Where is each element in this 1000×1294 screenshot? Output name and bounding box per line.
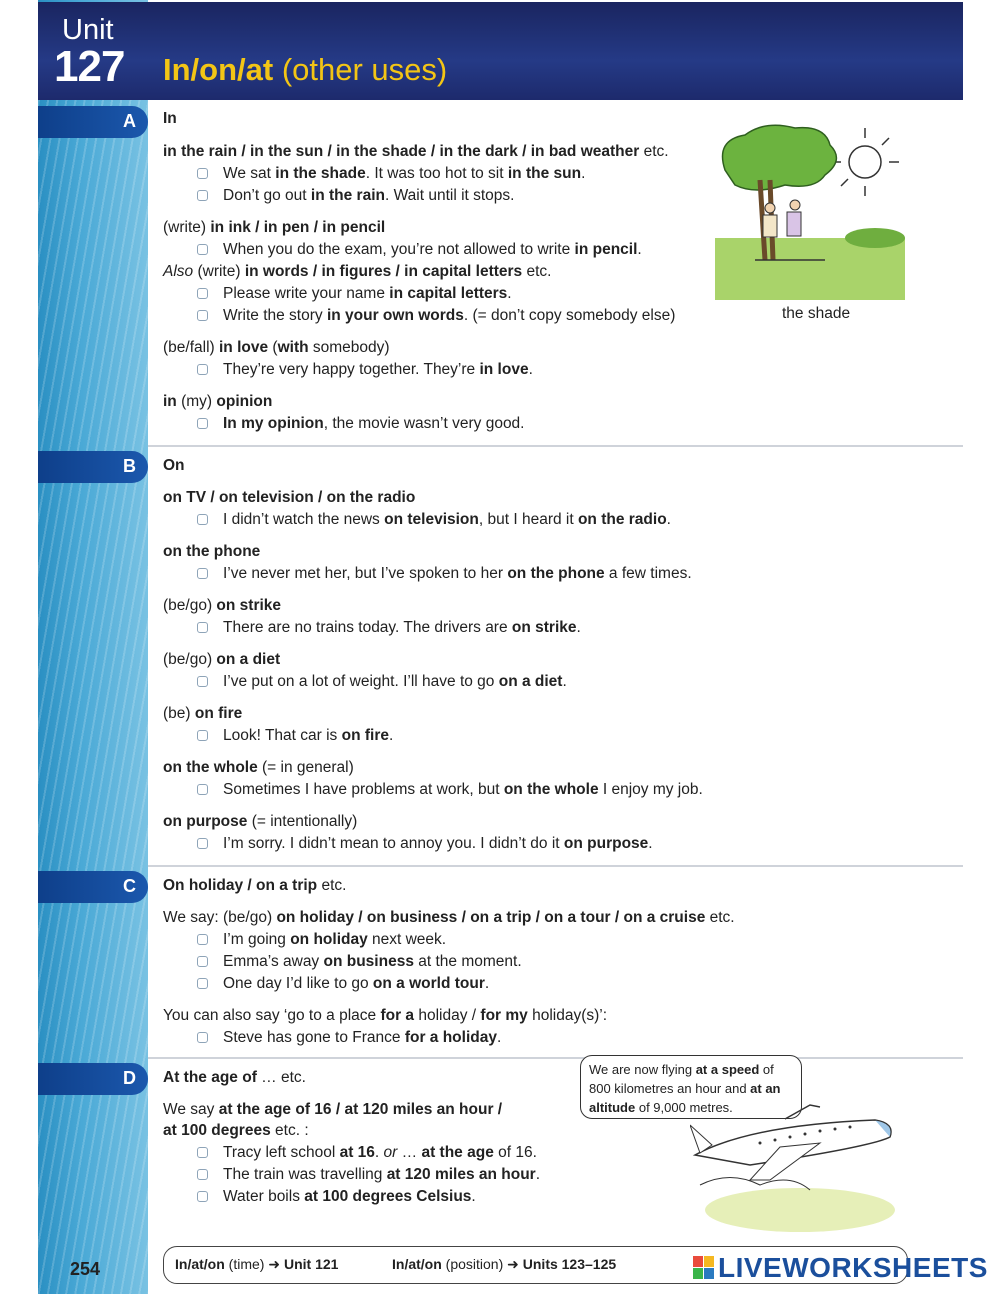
margin-texture <box>38 100 148 1294</box>
checkbox[interactable] <box>197 784 208 795</box>
rule-line: (be/fall) in love (with somebody) <box>163 339 390 356</box>
airplane-illustration <box>690 1085 910 1235</box>
checkbox[interactable] <box>197 838 208 849</box>
example-item: They’re very happy together. They’re in love. <box>197 361 533 379</box>
example-item: Steve has gone to France for a holiday. <box>197 1029 501 1047</box>
rule-line: in (my) opinion <box>163 393 273 410</box>
checkbox[interactable] <box>197 1191 208 1202</box>
rule-line: Also (write) in words / in figures / in capital letters etc. <box>163 263 552 280</box>
example-item: Water boils at 100 degrees Celsius. <box>197 1188 476 1206</box>
checkbox[interactable] <box>197 190 208 201</box>
checkbox[interactable] <box>197 1032 208 1043</box>
section-d-title: At the age of … etc. <box>163 1069 306 1086</box>
example-item: I’ve never met her, but I’ve spoken to her on the phone a few times. <box>197 565 692 583</box>
example-item: Write the story in your own words. (= don’t copy somebody else) <box>197 307 675 325</box>
checkbox[interactable] <box>197 622 208 633</box>
rule-line: in the rain / in the sun / in the shade / in the dark / in bad weather etc. <box>163 143 669 160</box>
rule-line: (be/go) on a diet <box>163 651 281 668</box>
figure-caption: the shade <box>782 305 851 322</box>
checkbox[interactable] <box>197 1147 208 1158</box>
checkbox[interactable] <box>197 730 208 741</box>
checkbox[interactable] <box>197 514 208 525</box>
example-item: Please write your name in capital letters. <box>197 285 512 303</box>
example-item: Emma’s away on business at the moment. <box>197 953 522 971</box>
unit-label: Unit <box>62 14 114 46</box>
section-divider <box>148 865 963 867</box>
rule-line: We say: (be/go) on holiday / on business / on a trip / on a tour / on a cruise etc. <box>163 909 735 926</box>
checkbox[interactable] <box>197 418 208 429</box>
liveworksheets-brand: LIVEWORKSHEETS <box>718 1252 988 1283</box>
section-divider <box>148 1057 963 1059</box>
rule-line: (be) on fire <box>163 705 243 722</box>
rule-line: We say at the age of 16 / at 120 miles an hour / <box>163 1101 503 1118</box>
checkbox[interactable] <box>197 676 208 687</box>
checkbox[interactable] <box>197 1169 208 1180</box>
section-tab-b: B <box>38 451 148 483</box>
checkbox[interactable] <box>197 310 208 321</box>
shade-illustration <box>715 120 905 300</box>
example-item: I’ve put on a lot of weight. I’ll have to go on a diet. <box>197 673 567 691</box>
checkbox[interactable] <box>197 364 208 375</box>
rule-line: (write) in ink / in pen / in pencil <box>163 219 386 236</box>
checkbox[interactable] <box>197 568 208 579</box>
section-c-title: On holiday / on a trip etc. <box>163 877 347 894</box>
checkbox[interactable] <box>197 288 208 299</box>
speech-bubble: We are now flying at a speed of 800 kilometres an hour and at an altitude of 9,000 metres. <box>580 1055 802 1119</box>
rule-line: You can also say ‘go to a place for a holiday / for my holiday(s)’: <box>163 1007 608 1024</box>
rule-line: (be/go) on strike <box>163 597 282 614</box>
checkbox[interactable] <box>197 956 208 967</box>
section-a-title: In <box>163 110 177 127</box>
unit-number: 127 <box>54 42 125 91</box>
example-item: There are no trains today. The drivers are on strike. <box>197 619 581 637</box>
example-item: When you do the exam, you’re not allowed to write in pencil. <box>197 241 642 259</box>
example-item: In my opinion, the movie wasn’t very good. <box>197 415 525 433</box>
liveworksheets-logo-icon <box>693 1256 715 1280</box>
cross-reference-link[interactable]: In/at/on (position) ➜ Units 123–125 <box>392 1256 617 1272</box>
cross-reference-link[interactable]: In/at/on (time) ➜ Unit 121 <box>175 1256 339 1272</box>
example-item: I didn’t watch the news on television, but I heard it on the radio. <box>197 511 671 529</box>
rule-line: on the phone <box>163 543 261 560</box>
rule-line: on purpose (= intentionally) <box>163 813 358 830</box>
example-item: One day I’d like to go on a world tour. <box>197 975 489 993</box>
rule-line: on TV / on television / on the radio <box>163 489 416 506</box>
checkbox[interactable] <box>197 978 208 989</box>
checkbox[interactable] <box>197 934 208 945</box>
example-item: Tracy left school at 16. or … at the age of 16. <box>197 1144 537 1162</box>
example-item: We sat in the shade. It was too hot to sit in the sun. <box>197 165 585 183</box>
section-tab-d: D <box>38 1063 148 1095</box>
example-item: I’m sorry. I didn’t mean to annoy you. I didn’t do it on purpose. <box>197 835 653 853</box>
example-item: Look! That car is on fire. <box>197 727 393 745</box>
rule-line: at 100 degrees etc. : <box>163 1122 309 1139</box>
example-item: I’m going on holiday next week. <box>197 931 446 949</box>
example-item: The train was travelling at 120 miles an hour. <box>197 1166 540 1184</box>
section-divider <box>148 445 963 447</box>
example-item: Sometimes I have problems at work, but on the whole I enjoy my job. <box>197 781 703 799</box>
page-number: 254 <box>70 1259 101 1279</box>
section-tab-c: C <box>38 871 148 903</box>
section-tab-a: A <box>38 106 148 138</box>
section-b-title: On <box>163 457 185 474</box>
example-item: Don’t go out in the rain. Wait until it stops. <box>197 187 514 205</box>
checkbox[interactable] <box>197 244 208 255</box>
page-title: In/on/at (other uses) <box>163 52 448 87</box>
checkbox[interactable] <box>197 168 208 179</box>
rule-line: on the whole (= in general) <box>163 759 354 776</box>
